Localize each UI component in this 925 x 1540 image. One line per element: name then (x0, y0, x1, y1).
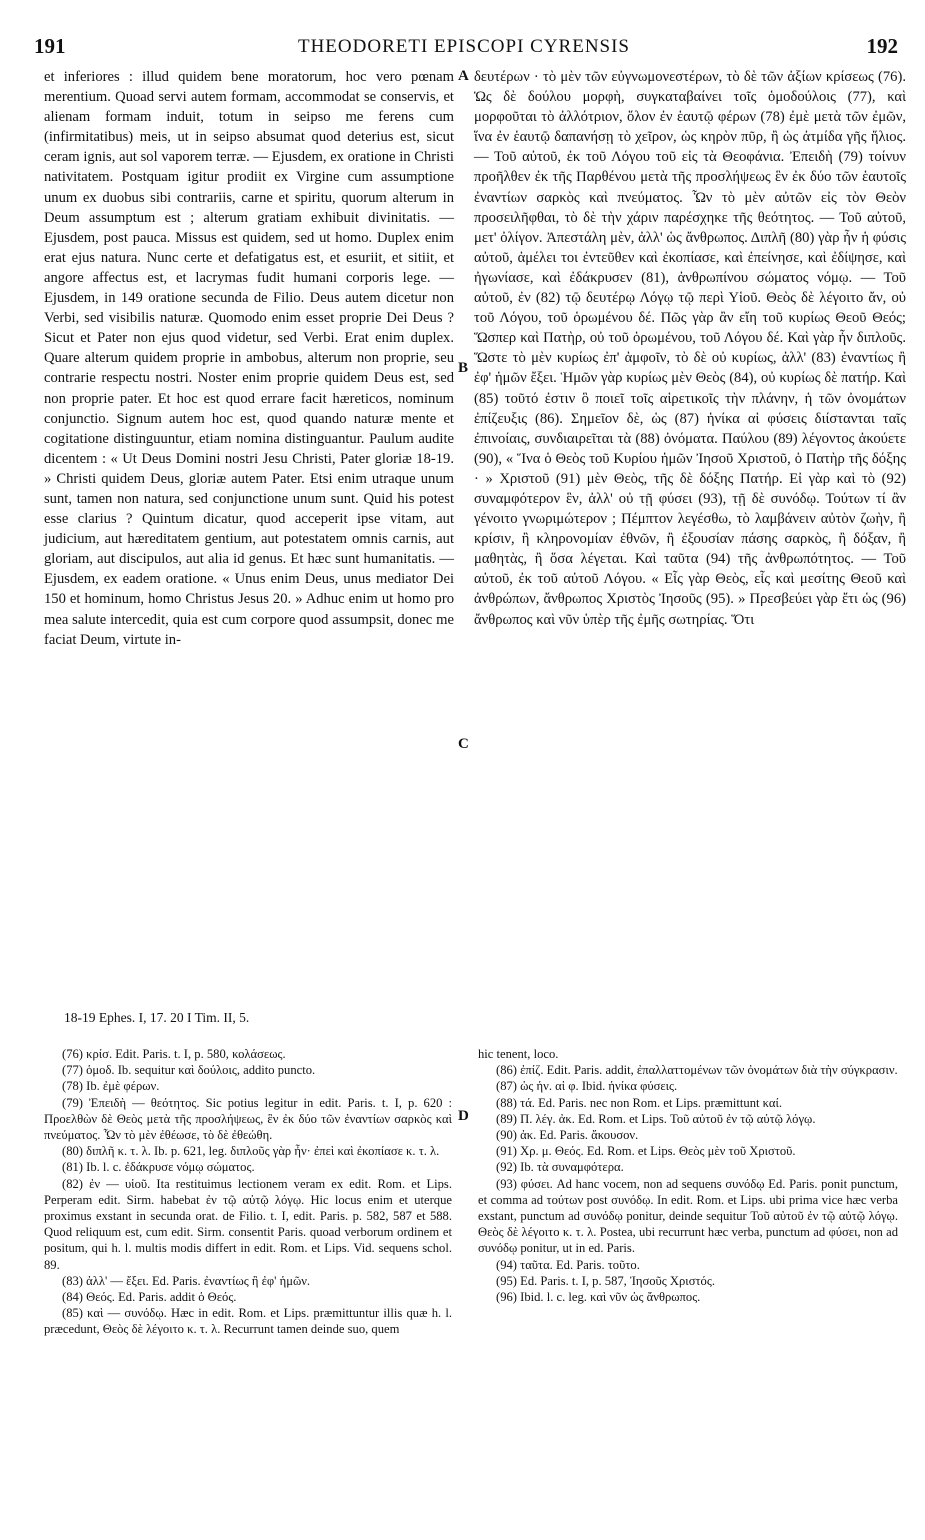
footnote: (83) ἀλλ' — ἔξει. Ed. Paris. ἐναντίως ἢ ἐφ' ἡμῶν. (62, 1273, 311, 1288)
footnote: (80) διπλῆ κ. τ. λ. Ib. p. 621, leg. διπλοῦς γὰρ ἦν· ἐπεὶ καὶ ἐκοπίασε κ. τ. λ. (62, 1144, 440, 1159)
footnote: (95) Ed. Paris. t. I, p. 587, Ἰησοῦς Χριστός. (496, 1273, 715, 1288)
margin-marker-b: B (458, 360, 469, 376)
footnote: (76) κρίσ. Edit. Paris. t. I, p. 580, κολάσεως. (62, 1047, 286, 1061)
page-number-right: 192 (866, 34, 898, 58)
running-header (30, 30, 898, 60)
latin-text: et inferiores : illud quidem bene moratorum, hoc vero pœnam merentium. Quoad servi autem formam, accommodat se conservis, et alienam formam induit, totum in seipso me ferens cum (infirmitatibus) meis, ut in seipso absumat quod deterius est, sicut ceram ignis, aut sol vaporem terræ. — Ejusdem, ex oratione in Christi nativitatem. Postquam igitur prodiit ex Virgine cum assumptione unum ex duobus sibi contrariis, carne et spiritu, quorum alterum in Deum assumptum est ; alterum gratiam exhibuit divinitatis. — Ejusdem, post pauca. Missus est quidem, sed ut homo. Duplex enim erat ejus natura. Nunc certe et defatigatus est, et esuriit, et sitiit, et angore affectus est, et lacrymas fudit humani corporis lege. — Ejusdem, in 149 oratione secunda de Filio. Deus autem dicetur non Verbi, sed visibilis naturæ. Quomodo enim esset proprie Dei Deus ? Sicut et Pater non ejus quod videtur, sed Verbi. Erat enim duplex. Quare alterum quidem proprie in ambobus, alterum non proprie, seu contrarie respectu nostri. Noster enim proprie quidem Deus est, sed non proprie pater. Et hoc est quod errare facit hæreticos, nominum conjunctio. Signum autem hoc est, quod quando naturæ mente et cogitatione distinguuntur, etiam nomina distinguantur. Paulum audite dicentem : « Ut Deus Domini nostri Jesu Christi, Pater gloriæ 18-19. » Christi quidem Deus, gloriæ autem Pater. Etsi enim utraque unum sunt, tamen non natura, sed conjunctione unum sunt. Quid his potest esse clarius ? Quintum dicatur, quod acceperit ipse vitam, aut judicium, aut hæreditatem gentium, aut potestatem omnis carnis, aut gloriam, aut discipulos, aut alia id genus. Et hæc sunt humanitatis. — Ejusdem, ex eadem oratione. « Unus enim Deus, unus mediator Dei 150 et hominum, homo Christus Jesus 20. » Adhuc enim ut homo pro mea salute intercedit, quia est cum corpore quod assumpsit, donec me faciat Deum, virtute in- (44, 69, 454, 648)
footnote: (85) καὶ — συνόδῳ. Hæc in edit. Rom. et Lips. præmittuntur illis quæ h. l. præcedunt, Θεὸς δὲ λέγοιτο κ. τ. λ. Recurrunt tamen deinde suo, quem (44, 1306, 452, 1337)
margin-marker-a: A (458, 68, 469, 84)
footnote: (91) Χρ. μ. Θεός. Ed. Rom. et Lips. Θεὸς μὲν τοῦ Χριστοῦ. (496, 1144, 796, 1159)
page-number-left: 191 (34, 34, 66, 58)
footnote: (77) ὁμοδ. Ib. sequitur καὶ δούλοις, addito puncto. (62, 1063, 316, 1078)
footnote: (89) Π. λέγ. ἀκ. Ed. Rom. et Lips. Τοῦ αὐτοῦ ἐν τῷ αὐτῷ λόγῳ. (496, 1111, 816, 1126)
footnote: (88) τά. Ed. Paris. nec non Rom. et Lips. præmittunt καί. (496, 1095, 783, 1110)
footnotes-right (478, 1046, 898, 1305)
margin-marker-d: D (458, 1108, 469, 1124)
footnote: (86) ἐπίζ. Edit. Paris. addit, ἐπαλλαττομένων τῶν ὀνομάτων διὰ τὴν σύγκρασιν. (496, 1063, 898, 1078)
footnote: (96) Ibid. l. c. leg. καὶ νῦν ὡς ἄνθρωπος. (496, 1290, 701, 1305)
footnote-continuation: hic tenent, loco. (478, 1047, 559, 1061)
footnote: (81) Ib. l. c. ἐδάκρυσε νόμῳ σώματος. (62, 1160, 255, 1175)
footnote: (78) Ib. ἐμὲ φέρων. (62, 1079, 160, 1094)
latin-column (44, 67, 454, 650)
scripture-references: 18-19 Ephes. I, 17. 20 I Tim. II, 5. (64, 1010, 250, 1025)
footnote: (92) Ib. τὰ συναμφότερα. (496, 1160, 624, 1175)
footnote: (93) φύσει. Ad hanc vocem, non ad sequens συνόδῳ Ed. Paris. ponit punctum, et comma ad τούτων post συνόδῳ. In edit. Rom. et Lips. ubi prima vice hæc verba exstant, punctum ad συνόδῳ ponitur, deinde sequitur Τοῦ αὐτοῦ ἐν τῷ αὐτῷ λόγῳ. Θεὸς δὲ λέγοιτο κ. τ. λ. Postea, ubi recurrunt hæc verba, punctum ad φύσει, non ad συνόδῳ ponitur, ut in ed. Paris. (478, 1176, 898, 1256)
greek-text: δευτέρων · τὸ μὲν τῶν εὐγνωμονεστέρων, τὸ δὲ τῶν ἀξίων κρίσεως (76). Ὡς δὲ δούλου μορφὴ, συγκαταβαίνει τοῖς ὁμοδούλοις (77), καὶ μορφοῦται τὸ ἀλλότριον, ὅλον ἐν ἑαυτῷ φέρων (78) ἐμὲ μετὰ τῶν ἐμῶν, ἵνα ἐν ἑαυτῷ δαπανήσῃ τὸ χεῖρον, ὡς κηρὸν πῦρ, ἢ ὡς ἀτμίδα γῆς ἥλιος. — Τοῦ αὐτοῦ, ἐκ τοῦ Λόγου τοῦ εἰς τὰ Θεοφάνια. Ἐπειδὴ (79) τοίνυν προῆλθεν ἐκ τῆς Παρθένου μετὰ τῆς προσλήψεως ἓν ἐκ δύο τῶν ἑαυτοῖς ἐναντίων σαρκὸς καὶ πνεύματος. Ὧν τὸ μὲν αὐτῶν εἰς τὸν Θεὸν προσειλῆφθαι, τὸ δὲ τὴν χάριν παρέσχηκε τῆς θεότητος. — Τοῦ αὐτοῦ, μετ' ὀλίγον. Ἀπεστάλη μὲν, ἀλλ' ὡς ἄνθρωπος. Διπλῆ (80) γὰρ ἦν ἡ φύσις αὐτοῦ, ἀμέλει τοι ἐντεῦθεν καὶ ἐκοπίασε, καὶ ἐπείνησε, καὶ ἐδίψησε, καὶ ἠγωνίασε, καὶ ἐδάκρυσεν (81), ἀνθρωπίνου σώματος νόμῳ. — Τοῦ αὐτοῦ, ἐν (82) τῷ δευτέρῳ Λόγῳ τῷ περὶ Υἱοῦ. Θεὸς δὲ λέγοιτο ἄν, οὐ τοῦ Λόγου, τοῦ ὁρωμένου δέ. Πῶς γὰρ ἂν εἴη τοῦ κυρίως Θεοῦ Θεός; Ὥσπερ καὶ Πατὴρ, οὐ τοῦ ὁρωμένου, τοῦ Λόγου δέ. Καὶ γὰρ ἦν διπλοῦς. Ὥστε τὸ μὲν κυρίως ἐπ' ἀμφοῖν, τὸ δὲ οὐ κυρίως, ἀλλ' (83) ἐναντίως ἢ ἐφ' ἡμῶν ἔξει. Ἡμῶν γὰρ κυρίως μὲν Θεὸς (84), οὐ κυρίως δὲ πατήρ. Καὶ (85) τοῦτό ἐστιν ὃ ποιεῖ τοῖς αἱρετικοῖς τὴν πλάνην, ἡ τῶν ὀνομάτων ἐπίζευξις (86). Σημεῖον δὲ, ὡς (87) ἡνίκα αἱ φύσεις διίστανται ταῖς ἐπινοίαις, συνδιαιρεῖται τὰ (88) ὀνόματα. Παύλου (89) λέγοντος ἀκούετε (90), « Ἵνα ὁ Θεὸς τοῦ Κυρίου ἡμῶν Ἰησοῦ Χριστοῦ, ὁ Πατὴρ τῆς δόξης · » Χριστοῦ (91) μὲν Θεὸς, τῆς δὲ δόξης Πατήρ. Εἰ γὰρ καὶ τὸ (92) συναμφότερον ἓν, ἀλλ' οὐ τῇ φύσει (93), τῇ δὲ συνόδῳ. Τούτων τί ἂν γένοιτο γνωριμώτερον ; Πέμπτον λεγέσθω, τὸ λαμβάνειν αὐτὸν ζωὴν, ἢ κρίσιν, ἢ κληρονομίαν ἐθνῶν, ἢ ἐξουσίαν πάσης σαρκὸς, ἢ δόξαν, ἢ μαθητὰς, ἢ ὅσα λέγεται. Καὶ ταῦτα (94) τῆς ἀνθρωπότητος. — Τοῦ αὐτοῦ, ἐκ τοῦ αὐτοῦ Λόγου. « Εἷς γὰρ Θεὸς, εἷς καὶ μεσίτης Θεοῦ καὶ ἀνθρώπων, ἄνθρωπος Χριστὸς Ἰησοῦς (95). » Πρεσβεύει γὰρ ἔτι ὡς (96) ἄνθρωπος καὶ νῦν ὑπὲρ τῆς ἐμῆς σωτηρίας. Ὅτι (474, 69, 906, 628)
footnote: (82) ἐν — υἱοῦ. Ita restituimus lectionem veram ex edit. Rom. et Lips. Perperam edit. Sirm. habebat ἐν τῷ αὐτῷ λόγῳ. Hic locus enim et uterque proximus exstant in secunda orat. de Filio. t. I, edit. Paris. p. 582, 587 et 588. Quod reliquum est, cum edit. Sirm. consentit Paris. quoad verborum ordinem et positum, qui h. l. multis modis differt in edit. Rom. et Lips. Vid. sequens schol. 89. (44, 1176, 452, 1272)
footnote: (79) Ἐπειδὴ — θεότητος. Sic potius legitur in edit. Paris. t. I, p. 620 : Προελθὼν δὲ Θεὸς μετὰ τῆς προσλήψεως, ἓν ἐκ δύο τῶν ἐναντίων σαρκὸς καὶ πνεύματος. Ὧν τὸ μὲν ἐθέωσε, τὸ δὲ ἐθεώθη. (44, 1095, 452, 1143)
footnotes-left (44, 1046, 452, 1338)
footnote: (90) ἀκ. Ed. Paris. ἄκουσον. (496, 1128, 639, 1143)
footnote: (87) ὡς ἡν. αἱ φ. Ibid. ἡνίκα φύσεις. (496, 1079, 678, 1094)
running-title: THEODORETI EPISCOPI CYRENSIS (297, 36, 631, 57)
greek-column (474, 67, 906, 630)
footnote: (84) Θεός. Ed. Paris. addit ὁ Θεός. (62, 1290, 237, 1305)
margin-marker-c: C (458, 736, 469, 752)
footnote: (94) ταῦτα. Ed. Paris. τοῦτο. (496, 1257, 640, 1272)
